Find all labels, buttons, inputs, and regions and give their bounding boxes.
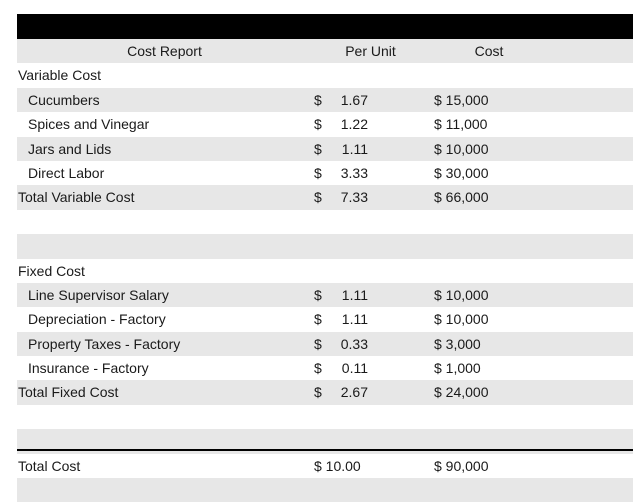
cost-value: $ 10,000: [434, 140, 489, 157]
per-unit-currency: $: [314, 116, 322, 133]
spacer-row: [17, 405, 633, 429]
header-row: [17, 39, 633, 63]
per-unit-value: 0.11: [341, 360, 368, 377]
row-label: Cucumbers: [28, 91, 100, 108]
per-unit-currency: $: [314, 91, 322, 108]
title-bar: [17, 14, 633, 39]
row-label: Spices and Vinegar: [28, 116, 150, 133]
spacer-row: [17, 478, 633, 502]
cost-value: $ 3,000: [434, 335, 481, 352]
row-label: Depreciation - Factory: [28, 311, 166, 328]
spacer-row: [17, 234, 633, 258]
section-label: Variable Cost: [18, 67, 102, 84]
cost-value: $ 66,000: [434, 189, 489, 206]
per-unit-currency: $: [314, 286, 322, 303]
total-label: Total Variable Cost: [18, 189, 135, 206]
per-unit-value: 1.22: [340, 116, 368, 133]
per-unit-currency: $: [314, 311, 322, 328]
total-label: Total Fixed Cost: [18, 384, 119, 401]
table-row: [17, 88, 633, 112]
cost-value: $ 1,000: [434, 360, 481, 377]
table-row: [17, 137, 633, 161]
per-unit-value: 2.67: [340, 384, 368, 401]
row-label: Line Supervisor Salary: [28, 286, 169, 303]
row-label: Jars and Lids: [28, 140, 112, 157]
row-label: Direct Labor: [28, 164, 105, 181]
per-unit-value: 1.11: [341, 286, 368, 303]
per-unit-value: 1.11: [341, 140, 368, 157]
grand-total-row: [17, 454, 633, 478]
cost-value: $ 30,000: [434, 164, 489, 181]
section-label: Fixed Cost: [18, 262, 85, 279]
per-unit-value: 3.33: [340, 164, 368, 181]
cost-value: $ 10,000: [434, 311, 489, 328]
cost-report-table: [17, 14, 633, 502]
total-row-fixed: [17, 380, 633, 404]
table-row: [17, 161, 633, 185]
table-row: [17, 332, 633, 356]
header-per-unit: Per Unit: [345, 43, 396, 59]
per-unit-value: 7.33: [340, 189, 368, 206]
header-cost: Cost: [474, 43, 504, 59]
per-unit-value: 0.33: [340, 335, 368, 352]
table-row: [17, 112, 633, 136]
total-row-variable: [17, 185, 633, 209]
grand-total-label: Total Cost: [18, 457, 81, 474]
cost-value: $ 15,000: [434, 91, 489, 108]
header-cost-report: Cost Report: [127, 43, 202, 59]
per-unit-currency: $: [314, 360, 322, 377]
per-unit-currency: $: [314, 164, 322, 181]
table-row: [17, 283, 633, 307]
per-unit-currency: $: [314, 335, 322, 352]
per-unit-value: 1.67: [340, 91, 368, 108]
table-row: [17, 356, 633, 380]
per-unit-currency: $: [314, 189, 322, 206]
per-unit-currency: $: [314, 140, 322, 157]
row-label: Insurance - Factory: [28, 360, 149, 377]
spacer-row: [17, 210, 633, 234]
table-row: [17, 307, 633, 331]
cost-value: $ 11,000: [434, 116, 488, 133]
per-unit-currency: $: [314, 384, 322, 401]
section-title-fixed: [17, 259, 633, 283]
cost-value: $ 10,000: [434, 286, 489, 303]
section-title-variable: [17, 63, 633, 87]
grand-total-per-unit: $ 10.00: [314, 457, 361, 474]
cost-value: $ 24,000: [434, 384, 489, 401]
per-unit-value: 1.11: [341, 311, 368, 328]
grand-total-cost: $ 90,000: [434, 457, 489, 474]
row-label: Property Taxes - Factory: [28, 335, 181, 352]
